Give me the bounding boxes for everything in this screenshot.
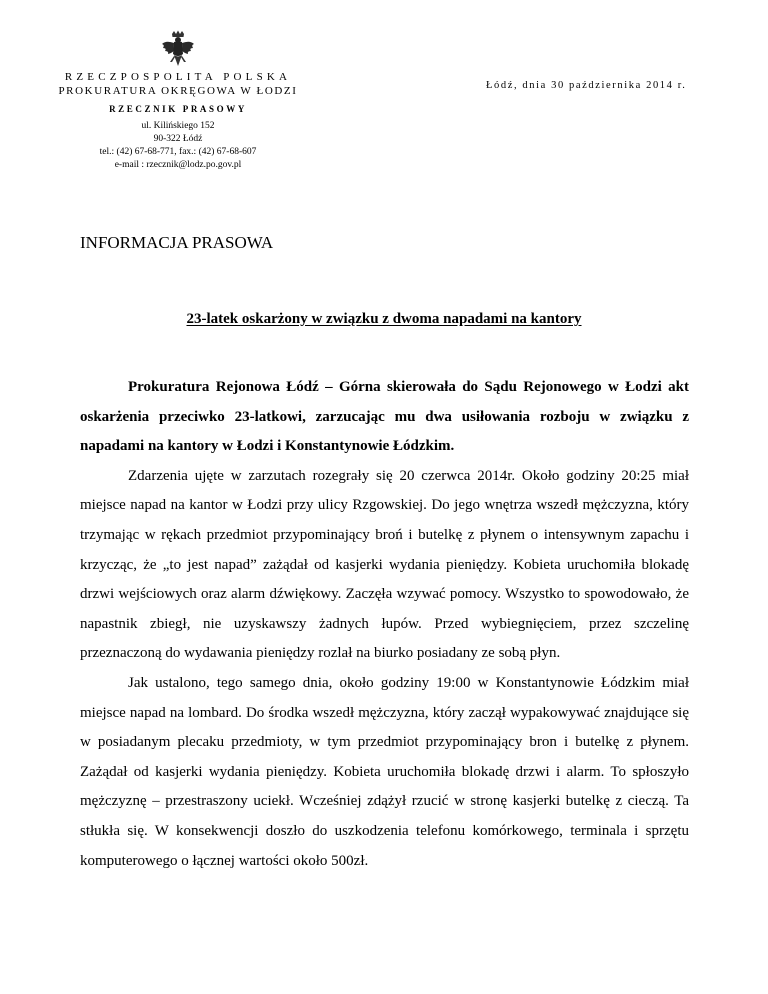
letterhead-role: RZECZNIK PRASOWY bbox=[109, 104, 247, 114]
letterhead-country: RZECZPOSPOLITA POLSKA bbox=[64, 71, 292, 83]
press-headline: 23-latek oskarżony w związku z dwoma napadami na kantory bbox=[186, 311, 582, 327]
letterhead-city: 90-322 Łódź bbox=[153, 134, 203, 144]
polish-eagle-emblem-icon bbox=[160, 30, 196, 70]
paragraph-second-incident: Jak ustalono, tego samego dnia, około godziny 19:00 w Konstantynowie Łódzkim miał miejsce napad na lombard. Do środka wszedł mężczyzna, który zaczął wypakowywać znajdujące się w posiadanym plecaku przedmioty, w tym przedmiot przypominający bron i butelkę z płynem. Zażądał od kasjerki wydania pieniędzy. Kobieta uruchomiła blokadę drzwi i alarm. To spłoszyło mężczyznę – przestraszony uciekł. Wcześniej zdążył rzucić w stronę kasjerki butelkę z cieczą. Ta stłukła się. W konsekwencji doszło do uszkodzenia telefonu komórkowego, terminala i sprzętu komputerowego o łącznej wartości około 500zł. bbox=[80, 674, 689, 869]
letterhead bbox=[40, 70, 316, 172]
letterhead-street: ul. Kilińskiego 152 bbox=[141, 121, 215, 131]
lead-paragraph: Prokuratura Rejonowa Łódź – Górna skierowała do Sądu Rejonowego w Łodzi akt oskarżenia przeciwko 23-latkowi, zarzucając mu dwa usiłowania rozboju w związku z napadami na kantory w Łodzi i Konstantynowie Łódzkim. bbox=[80, 379, 689, 455]
letterhead-email: e-mail : rzecznik@lodz.po.gov.pl bbox=[114, 160, 242, 170]
document-date: Łódź, dnia 30 października 2014 r. bbox=[486, 80, 687, 91]
section-title: INFORMACJA PRASOWA bbox=[80, 233, 274, 252]
letterhead-phone: tel.: (42) 67-68-771, fax.: (42) 67-68-607 bbox=[99, 147, 257, 157]
letterhead-office: PROKURATURA OKRĘGOWA W ŁODZI bbox=[58, 85, 298, 97]
document-body bbox=[80, 373, 689, 876]
paragraph-first-incident: Zdarzenia ujęte w zarzutach rozegrały się 20 czerwca 2014r. Około godziny 20:25 miał miejsce napad na kantor w Łodzi przy ulicy Rzgowskiej. Do jego wnętrza wszedł mężczyzna, który trzymając w rękach przedmiot przypominający broń i butelkę z płynem o intensywnym zapachu i krzycząc, że „to jest napad” zażądał od kasjerki wydania pieniędzy. Kobieta uruchomiła blokadę drzwi wejściowych oraz alarm dźwiękowy. Zaczęła wzywać pomocy. Wszystko to spowodowało, że napastnik zbiegł, nie uzyskawszy żadnych łupów. Przed wybiegnięciem, przez szczelinę przeznaczoną do wydawania pieniędzy rozlał na biurko posiadany ze sobą płyn. bbox=[80, 467, 689, 662]
